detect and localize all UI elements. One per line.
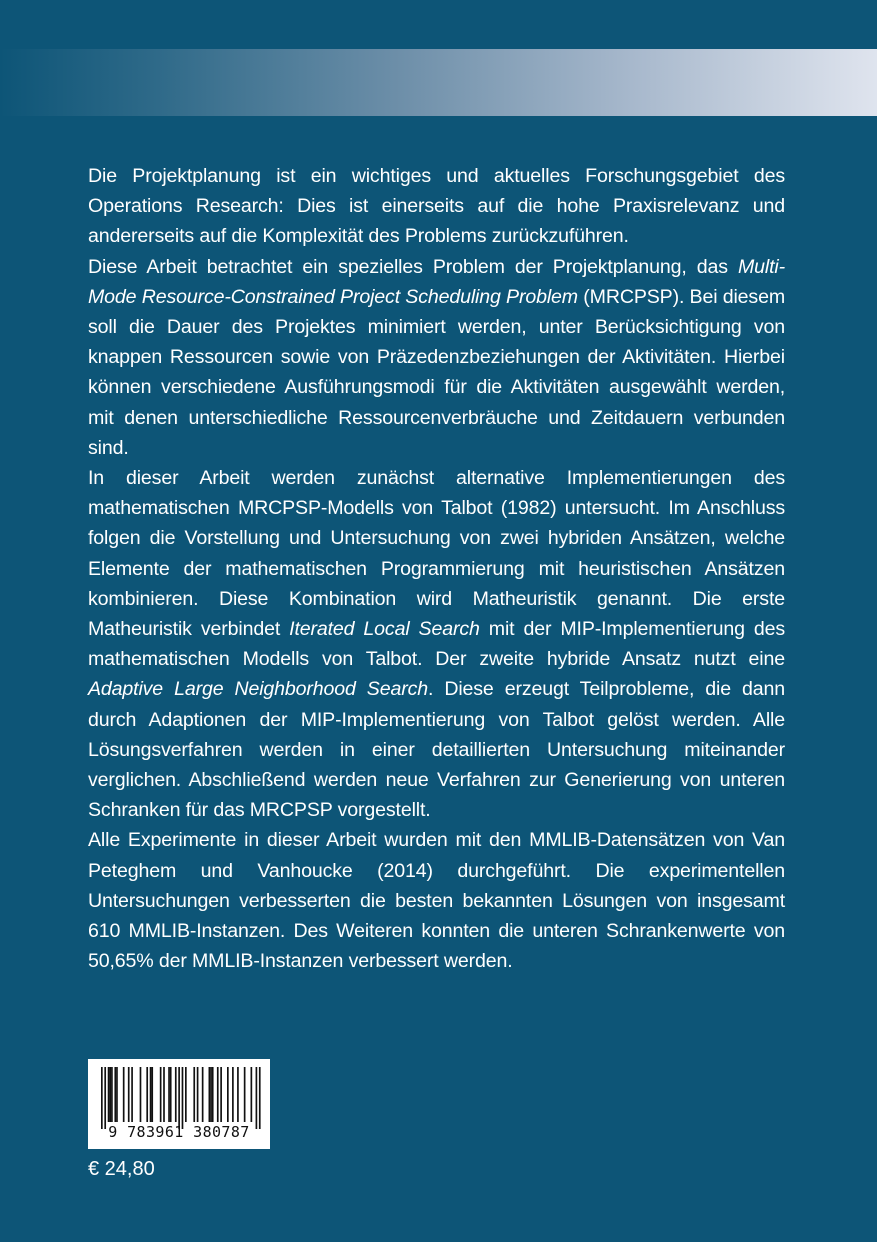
barcode-bar xyxy=(170,1067,172,1122)
barcode-bar xyxy=(151,1067,153,1122)
barcode-bar xyxy=(163,1067,165,1122)
barcode-bar xyxy=(128,1067,130,1122)
barcode-bar xyxy=(251,1067,253,1122)
blurb-paragraph-2-text-b: (MRCPSP). Bei diesem soll die Dauer des Projektes minimiert werden, unter Berücksichtigung von knappen Ressourcen sowie von Präzedenzbeziehungen der Aktivitäten. Hierbei können verschiedene Ausführungsmodi für die Aktivitäten ausgewählt werden, mit denen unterschiedliche Ressourcenverbräuche und Zeitdauern verbunden sind. xyxy=(88,285,785,459)
barcode-bar xyxy=(123,1067,125,1122)
blurb-paragraph-2 xyxy=(88,252,785,463)
barcode-bar xyxy=(210,1067,212,1122)
barcode-bar xyxy=(244,1067,246,1122)
barcode-bar xyxy=(131,1067,133,1122)
barcode-bar xyxy=(140,1067,142,1122)
blurb-paragraph-3-emphasis-2: Adaptive Large Neighborhood Search xyxy=(88,678,428,701)
barcode-bar xyxy=(111,1067,113,1122)
barcode-guard-bar xyxy=(178,1067,180,1129)
barcode-guard-bar xyxy=(101,1067,103,1129)
isbn-number: 9 783961 380787 xyxy=(108,1123,250,1141)
blurb-paragraph-4 xyxy=(88,825,785,976)
blurb-paragraph-2-emphasis: Multi-Mode Resource-Constrained Project Scheduling Problem xyxy=(88,255,785,308)
barcode-bar xyxy=(212,1067,214,1122)
barcode-bar xyxy=(108,1067,110,1122)
blurb-paragraph-2-text-a: Diese Arbeit betrachtet ein spezielles Problem der Projektplanung, das xyxy=(88,255,738,278)
barcode-bar xyxy=(193,1067,195,1122)
barcode-bar xyxy=(197,1067,199,1122)
blurb-paragraph-3-emphasis-1: Iterated Local Search xyxy=(289,618,480,641)
blurb-paragraph-3 xyxy=(88,463,785,825)
blurb-paragraph-3-text-c: . Diese erzeugt Teilprobleme, die dann durch Adaptionen der MIP-Implementierung von Talbot gelöst werden. Alle Lösungsverfahren werden in einer detaillierten Untersuchung miteinander verglichen. Abschließend werden neue Verfahren zur Generierung von unteren Schranken für das MRCPSP vorgestellt. xyxy=(88,678,786,822)
blurb-paragraph-1 xyxy=(88,161,785,252)
blurb-paragraph-4-text: Alle Experimente in dieser Arbeit wurden mit den MMLIB-Datensätzen von Van Peteghem und Vanhoucke (2014) durchgeführt. Die experimentellen Untersuchungen verbesserten die besten bekannten Lösungen von insgesamt 610 MMLIB-Instanzen. Des Weiteren konnten die unteren Schrankenwerte von 50,65% der MMLIB-Instanzen verbessert werden. xyxy=(88,829,785,973)
barcode-bar xyxy=(160,1067,162,1122)
barcode-bar xyxy=(116,1067,118,1122)
barcode-bar xyxy=(237,1067,239,1122)
barcode-bar xyxy=(220,1067,222,1122)
barcode-bar xyxy=(185,1067,187,1122)
barcode-guard-bar xyxy=(182,1067,184,1129)
barcode-bar xyxy=(175,1067,177,1122)
barcode-bar xyxy=(150,1067,152,1122)
blurb-paragraph-1-text: Die Projektplanung ist ein wichtiges und aktuelles Forschungsgebiet des Operations Research: Dies ist einerseits auf die hohe Praxisrelevanz und andererseits auf die Komplexität des Problems zurückzuführen. xyxy=(88,165,785,248)
back-cover-blurb xyxy=(88,161,785,976)
header-gradient-band xyxy=(0,49,877,116)
barcode-bar xyxy=(109,1067,111,1122)
barcode-bar xyxy=(232,1067,234,1122)
barcode-guard-bar xyxy=(259,1067,261,1129)
isbn-barcode xyxy=(88,1059,270,1149)
barcode-bar xyxy=(209,1067,211,1122)
barcode-guard-bar xyxy=(256,1067,258,1129)
barcode-bar xyxy=(168,1067,170,1122)
barcode-bar xyxy=(146,1067,148,1122)
barcode-guard-bar xyxy=(104,1067,106,1129)
blurb-paragraph-3-text-a: In dieser Arbeit werden zunächst alternative Implementierungen des mathematischen MRCPSP-Modells von Talbot (1982) untersucht. Im Anschluss folgen die Vorstellung und Untersuchung von zwei hybriden Ansätzen, welche Elemente der mathematischen Programmierung mit heuristischen Ansätzen kombinieren. Diese Kombination wird Matheuristik genannt. Die erste Matheuristik verbindet xyxy=(88,467,785,641)
blurb-paragraph-3-text-b: mit der MIP-Implementierung des mathematischen Modells von Talbot. Der zweite hybride Ansatz nutzt eine xyxy=(88,618,786,671)
barcode-bar xyxy=(217,1067,219,1122)
barcode-bar xyxy=(227,1067,229,1122)
barcode-bar xyxy=(114,1067,116,1122)
barcode-bar xyxy=(202,1067,204,1122)
price-label: € 24,80 xyxy=(88,1158,155,1180)
